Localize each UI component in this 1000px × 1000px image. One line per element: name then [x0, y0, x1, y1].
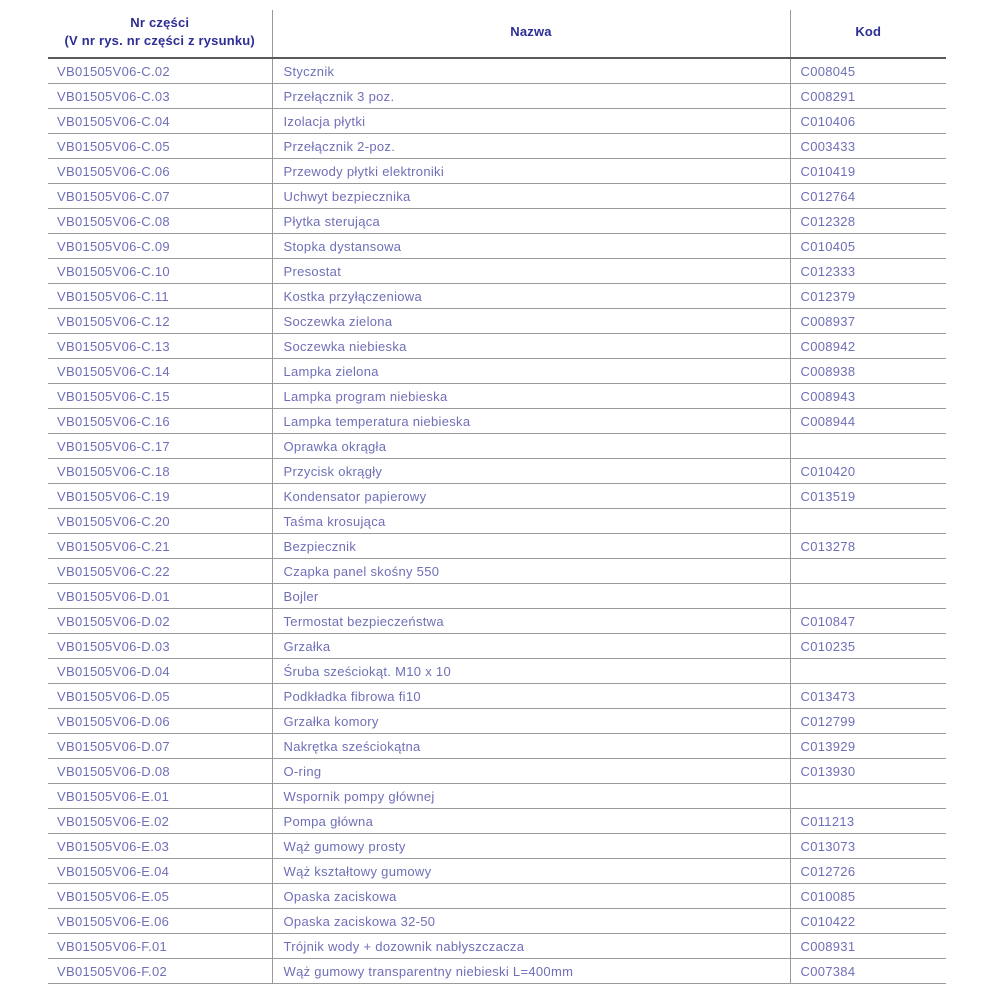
- part-number-cell: VB01505V06-E.01: [48, 784, 272, 809]
- part-name-cell: Soczewka niebieska: [272, 334, 790, 359]
- part-code-cell: C010406: [790, 109, 946, 134]
- part-name-cell: Stycznik: [272, 58, 790, 84]
- part-code-cell: C008942: [790, 334, 946, 359]
- part-number-cell: VB01505V06-C.17: [48, 434, 272, 459]
- part-number-cell: VB01505V06-C.14: [48, 359, 272, 384]
- part-name-cell: Stopka dystansowa: [272, 234, 790, 259]
- part-name-cell: Grzałka komory: [272, 709, 790, 734]
- col-header-nazwa: Nazwa: [272, 10, 790, 58]
- table-row: [48, 209, 946, 234]
- part-number-cell: VB01505V06-D.08: [48, 759, 272, 784]
- table-row: [48, 759, 946, 784]
- part-number-cell: VB01505V06-C.15: [48, 384, 272, 409]
- table-row: [48, 359, 946, 384]
- part-code-cell: [790, 659, 946, 684]
- part-name-cell: Przewody płytki elektroniki: [272, 159, 790, 184]
- part-number-cell: VB01505V06-D.01: [48, 584, 272, 609]
- part-code-cell: C010405: [790, 234, 946, 259]
- part-code-cell: [790, 434, 946, 459]
- part-name-cell: Przycisk okrągły: [272, 459, 790, 484]
- table-row: [48, 809, 946, 834]
- part-number-cell: VB01505V06-C.04: [48, 109, 272, 134]
- col-header-nr-czesci-line2: (V nr rys. nr części z rysunku): [64, 32, 255, 48]
- part-code-cell: C013278: [790, 534, 946, 559]
- part-code-cell: C012379: [790, 284, 946, 309]
- header-row: [48, 10, 946, 58]
- col-header-nr-czesci-line1: Nr części: [130, 15, 190, 30]
- col-header-kod: Kod: [790, 10, 946, 58]
- part-name-cell: Wąż gumowy transparentny niebieski L=400mm: [272, 959, 790, 984]
- table-row: [48, 309, 946, 334]
- table-row: [48, 559, 946, 584]
- part-name-cell: Lampka temperatura niebieska: [272, 409, 790, 434]
- part-name-cell: Nakrętka sześciokątna: [272, 734, 790, 759]
- part-code-cell: C013930: [790, 759, 946, 784]
- part-name-cell: Opaska zaciskowa: [272, 884, 790, 909]
- part-name-cell: Izolacja płytki: [272, 109, 790, 134]
- part-name-cell: Termostat bezpieczeństwa: [272, 609, 790, 634]
- part-name-cell: Wąż kształtowy gumowy: [272, 859, 790, 884]
- part-number-cell: VB01505V06-C.22: [48, 559, 272, 584]
- part-number-cell: VB01505V06-C.12: [48, 309, 272, 334]
- part-name-cell: Kondensator papierowy: [272, 484, 790, 509]
- part-number-cell: VB01505V06-D.02: [48, 609, 272, 634]
- part-number-cell: VB01505V06-C.19: [48, 484, 272, 509]
- part-code-cell: [790, 784, 946, 809]
- table-row: [48, 434, 946, 459]
- table-row: [48, 959, 946, 984]
- part-code-cell: C008045: [790, 58, 946, 84]
- part-code-cell: C010847: [790, 609, 946, 634]
- part-number-cell: VB01505V06-C.16: [48, 409, 272, 434]
- table-row: [48, 934, 946, 959]
- part-code-cell: C008937: [790, 309, 946, 334]
- part-number-cell: VB01505V06-C.11: [48, 284, 272, 309]
- part-code-cell: C013073: [790, 834, 946, 859]
- table-row: [48, 459, 946, 484]
- part-code-cell: C010085: [790, 884, 946, 909]
- parts-table: [48, 10, 946, 984]
- table-row: [48, 109, 946, 134]
- part-name-cell: Wspornik pompy głównej: [272, 784, 790, 809]
- part-number-cell: VB01505V06-C.18: [48, 459, 272, 484]
- part-code-cell: C012764: [790, 184, 946, 209]
- part-code-cell: C010419: [790, 159, 946, 184]
- table-row: [48, 234, 946, 259]
- part-name-cell: Przełącznik 2-poz.: [272, 134, 790, 159]
- part-number-cell: VB01505V06-C.06: [48, 159, 272, 184]
- part-number-cell: VB01505V06-E.03: [48, 834, 272, 859]
- part-code-cell: C008938: [790, 359, 946, 384]
- part-number-cell: VB01505V06-F.01: [48, 934, 272, 959]
- part-number-cell: VB01505V06-C.10: [48, 259, 272, 284]
- table-row: [48, 784, 946, 809]
- part-name-cell: Płytka sterująca: [272, 209, 790, 234]
- part-number-cell: VB01505V06-C.07: [48, 184, 272, 209]
- part-code-cell: C008931: [790, 934, 946, 959]
- part-code-cell: C012726: [790, 859, 946, 884]
- part-name-cell: Uchwyt bezpiecznika: [272, 184, 790, 209]
- part-number-cell: VB01505V06-C.03: [48, 84, 272, 109]
- table-row: [48, 584, 946, 609]
- part-number-cell: VB01505V06-E.06: [48, 909, 272, 934]
- part-code-cell: C013519: [790, 484, 946, 509]
- part-name-cell: Bezpiecznik: [272, 534, 790, 559]
- part-name-cell: Kostka przyłączeniowa: [272, 284, 790, 309]
- part-number-cell: VB01505V06-C.08: [48, 209, 272, 234]
- part-number-cell: VB01505V06-D.07: [48, 734, 272, 759]
- part-name-cell: Bojler: [272, 584, 790, 609]
- part-number-cell: VB01505V06-D.06: [48, 709, 272, 734]
- part-code-cell: [790, 584, 946, 609]
- part-code-cell: C012333: [790, 259, 946, 284]
- part-code-cell: C003433: [790, 134, 946, 159]
- table-row: [48, 84, 946, 109]
- part-code-cell: C008291: [790, 84, 946, 109]
- table-row: [48, 634, 946, 659]
- table-row: [48, 834, 946, 859]
- part-number-cell: VB01505V06-C.13: [48, 334, 272, 359]
- part-number-cell: VB01505V06-C.21: [48, 534, 272, 559]
- part-code-cell: [790, 509, 946, 534]
- part-name-cell: Taśma krosująca: [272, 509, 790, 534]
- part-name-cell: Grzałka: [272, 634, 790, 659]
- table-row: [48, 484, 946, 509]
- part-name-cell: Oprawka okrągła: [272, 434, 790, 459]
- part-name-cell: Opaska zaciskowa 32-50: [272, 909, 790, 934]
- part-name-cell: Czapka panel skośny 550: [272, 559, 790, 584]
- part-code-cell: C011213: [790, 809, 946, 834]
- part-name-cell: Lampka zielona: [272, 359, 790, 384]
- part-code-cell: C007384: [790, 959, 946, 984]
- part-number-cell: VB01505V06-C.05: [48, 134, 272, 159]
- part-number-cell: VB01505V06-F.02: [48, 959, 272, 984]
- part-code-cell: C013473: [790, 684, 946, 709]
- part-number-cell: VB01505V06-D.04: [48, 659, 272, 684]
- table-row: [48, 659, 946, 684]
- table-row: [48, 259, 946, 284]
- part-code-cell: C012328: [790, 209, 946, 234]
- table-row: [48, 709, 946, 734]
- col-header-nr-czesci: [48, 10, 272, 58]
- table-row: [48, 609, 946, 634]
- part-code-cell: C008944: [790, 409, 946, 434]
- part-number-cell: VB01505V06-D.05: [48, 684, 272, 709]
- part-code-cell: C010420: [790, 459, 946, 484]
- table-row: [48, 534, 946, 559]
- table-row: [48, 58, 946, 84]
- table-row: [48, 909, 946, 934]
- part-code-cell: C010422: [790, 909, 946, 934]
- part-code-cell: C010235: [790, 634, 946, 659]
- part-number-cell: VB01505V06-C.09: [48, 234, 272, 259]
- table-row: [48, 184, 946, 209]
- part-number-cell: VB01505V06-E.04: [48, 859, 272, 884]
- table-row: [48, 684, 946, 709]
- part-name-cell: O-ring: [272, 759, 790, 784]
- part-code-cell: C013929: [790, 734, 946, 759]
- part-number-cell: VB01505V06-E.05: [48, 884, 272, 909]
- part-name-cell: Trójnik wody + dozownik nabłyszczacza: [272, 934, 790, 959]
- part-number-cell: VB01505V06-C.02: [48, 58, 272, 84]
- table-row: [48, 284, 946, 309]
- table-row: [48, 884, 946, 909]
- part-name-cell: Soczewka zielona: [272, 309, 790, 334]
- part-code-cell: C008943: [790, 384, 946, 409]
- part-name-cell: Presostat: [272, 259, 790, 284]
- part-name-cell: Pompa główna: [272, 809, 790, 834]
- table-row: [48, 384, 946, 409]
- table-row: [48, 159, 946, 184]
- part-name-cell: Przełącznik 3 poz.: [272, 84, 790, 109]
- table-row: [48, 409, 946, 434]
- table-row: [48, 334, 946, 359]
- part-name-cell: Śruba sześciokąt. M10 x 10: [272, 659, 790, 684]
- table-row: [48, 509, 946, 534]
- table-row: [48, 734, 946, 759]
- part-code-cell: C012799: [790, 709, 946, 734]
- part-number-cell: VB01505V06-E.02: [48, 809, 272, 834]
- part-name-cell: Podkładka fibrowa fi10: [272, 684, 790, 709]
- part-number-cell: VB01505V06-C.20: [48, 509, 272, 534]
- part-number-cell: VB01505V06-D.03: [48, 634, 272, 659]
- part-name-cell: Lampka program niebieska: [272, 384, 790, 409]
- part-code-cell: [790, 559, 946, 584]
- table-row: [48, 859, 946, 884]
- part-name-cell: Wąż gumowy prosty: [272, 834, 790, 859]
- table-row: [48, 134, 946, 159]
